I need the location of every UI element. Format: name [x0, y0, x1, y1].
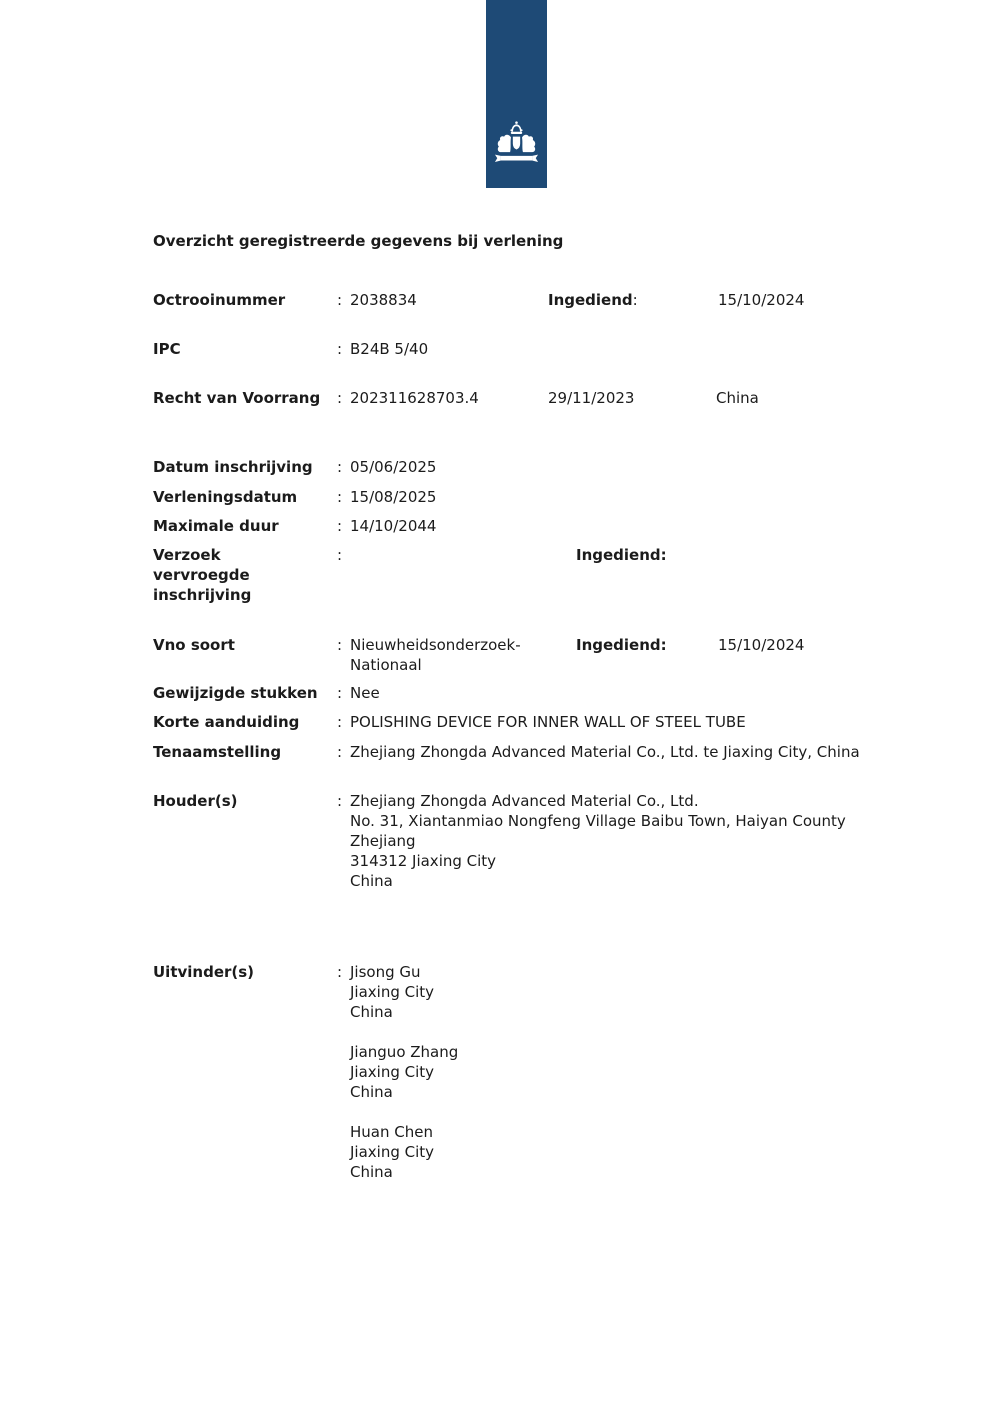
field-value-vno-soort: Nieuwheidsonderzoek- Nationaal	[350, 636, 521, 674]
priority-date: 29/11/2023	[548, 389, 635, 407]
field-value-gewijzigde-stukken: Nee	[350, 684, 380, 702]
colon: :	[337, 546, 343, 564]
field-value-ipc: B24B 5/40	[350, 340, 429, 358]
colon: :	[337, 792, 343, 810]
field-label-vno-soort: Vno soort	[153, 636, 235, 654]
inventor-city: Jiaxing City	[350, 1143, 435, 1161]
field-value-verleningsdatum: 15/08/2025	[350, 488, 437, 506]
field-label-gewijzigde-stukken: Gewijzigde stukken	[153, 684, 318, 702]
inventor-name: Jisong Gu	[350, 963, 421, 981]
inventor-entry	[350, 1122, 458, 1182]
field-value-tenaamstelling: Zhejiang Zhongda Advanced Material Co., Ltd. te Jiaxing City, China	[350, 743, 860, 761]
inventor-country: China	[350, 1163, 393, 1181]
page-title: Overzicht geregistreerde gegevens bij verlening	[153, 232, 564, 250]
inventor-name: Huan Chen	[350, 1123, 433, 1141]
holder-name: Zhejiang Zhongda Advanced Material Co., Ltd.	[350, 792, 699, 810]
inventor-city: Jiaxing City	[350, 1063, 435, 1081]
field-label-maximale-duur: Maximale duur	[153, 517, 279, 535]
inventor-country: China	[350, 1003, 393, 1021]
field-label-verleningsdatum: Verleningsdatum	[153, 488, 298, 506]
field-label-houders: Houder(s)	[153, 792, 238, 810]
inventor-country: China	[350, 1083, 393, 1101]
colon: :	[337, 458, 343, 476]
colon: :	[337, 713, 343, 731]
colon: :	[337, 389, 343, 407]
field-label-datum-inschrijving: Datum inschrijving	[153, 458, 313, 476]
holder-address-block	[350, 791, 846, 891]
inventor-entry	[350, 1042, 458, 1102]
ingediend-label: Ingediend:	[576, 546, 667, 564]
field-value-octrooinummer: 2038834	[350, 291, 417, 309]
field-label-recht-van-voorrang: Recht van Voorrang	[153, 389, 321, 407]
holder-street: No. 31, Xiantanmiao Nongfeng Village Baibu Town, Haiyan County	[350, 812, 846, 830]
colon: :	[337, 488, 343, 506]
colon: :	[337, 517, 343, 535]
ingediend-date: 15/10/2024	[718, 291, 805, 309]
inventor-entry	[350, 962, 458, 1022]
inventor-city: Jiaxing City	[350, 983, 435, 1001]
holder-province: Zhejiang	[350, 832, 416, 850]
field-label-verzoek-vervroegde-inschrijving: Verzoek vervroegde inschrijving	[153, 546, 252, 604]
colon: :	[337, 340, 343, 358]
field-label-ipc: IPC	[153, 340, 181, 358]
holder-country: China	[350, 872, 393, 890]
field-label-tenaamstelling: Tenaamstelling	[153, 743, 282, 761]
ingediend-label: Ingediend:	[576, 636, 667, 654]
colon: :	[337, 963, 343, 981]
ingediend-label: Ingediend:	[548, 291, 638, 309]
colon: :	[337, 743, 343, 761]
ingediend-date: 15/10/2024	[718, 636, 805, 654]
field-label-korte-aanduiding: Korte aanduiding	[153, 713, 300, 731]
holder-postal-city: 314312 Jiaxing City	[350, 852, 497, 870]
field-label-octrooinummer: Octrooinummer	[153, 291, 286, 309]
colon: :	[337, 291, 343, 309]
inventor-name: Jianguo Zhang	[350, 1043, 459, 1061]
rijksoverheid-logo-banner	[486, 0, 547, 188]
colon: :	[337, 636, 343, 654]
field-value-korte-aanduiding: POLISHING DEVICE FOR INNER WALL OF STEEL TUBE	[350, 713, 746, 731]
dutch-coat-of-arms-icon	[489, 118, 544, 180]
field-value-maximale-duur: 14/10/2044	[350, 517, 437, 535]
field-label-uitvinders: Uitvinder(s)	[153, 963, 255, 981]
inventors-block	[350, 962, 458, 1202]
colon: :	[337, 684, 343, 702]
field-value-recht-van-voorrang: 202311628703.4	[350, 389, 479, 407]
field-value-datum-inschrijving: 05/06/2025	[350, 458, 437, 476]
priority-country: China	[716, 389, 759, 407]
